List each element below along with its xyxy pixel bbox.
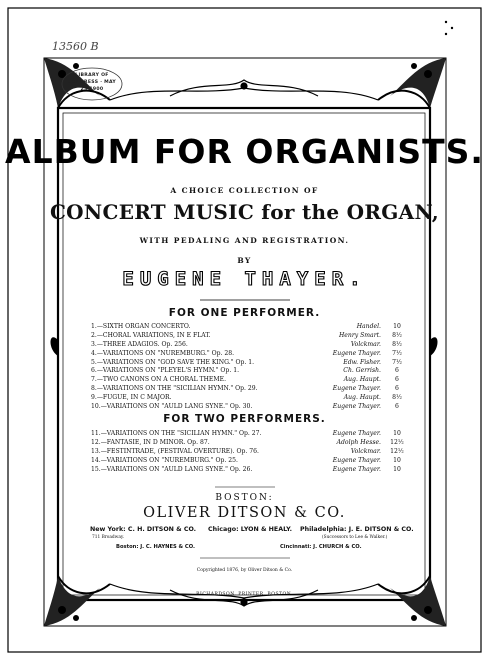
item-title: 5.—VARIATIONS ON "GOD SAVE THE KING." Op. 1. xyxy=(91,358,255,366)
item-composer: Adolph Hesse. xyxy=(336,438,381,446)
item-title: 3.—THREE ADAGIOS. Op. 256. xyxy=(91,340,188,348)
publisher-name: OLIVER DITSON & CO. xyxy=(143,505,346,521)
list-item xyxy=(91,430,407,439)
list-item xyxy=(91,457,407,466)
item-title: 10.—VARIATIONS ON "AULD LANG SYNE." Op. 30. xyxy=(91,403,253,411)
item-composer: Volckmar. xyxy=(350,447,381,455)
city-label: BOSTON: xyxy=(215,493,274,503)
item-price: 10 xyxy=(393,465,401,473)
item-price: 8½ xyxy=(392,331,402,339)
handwritten-note: 13560 B xyxy=(52,40,99,53)
agent-cincinnati: Cincinnati: J. CHURCH & CO. xyxy=(280,544,362,550)
list-item xyxy=(91,448,407,457)
item-composer: Handel. xyxy=(356,323,381,330)
item-title: 14.—VARIATIONS ON "NUREMBURG." Op. 25. xyxy=(91,456,238,464)
item-price: 10 xyxy=(393,323,401,330)
section-one-list xyxy=(91,323,407,412)
item-title: 13.—FESTINTRADE, (FESTIVAL OVERTURE). Op. 76. xyxy=(91,447,259,455)
agents-block xyxy=(90,526,420,556)
corner-ornament-top-right xyxy=(378,58,446,108)
list-item xyxy=(91,332,407,341)
list-item xyxy=(91,323,407,332)
item-composer: Eugene Thayer. xyxy=(332,385,381,393)
item-title: 2.—CHORAL VARIATIONS, IN E FLAT. xyxy=(91,331,211,339)
by-label: BY xyxy=(237,256,252,265)
agent-new-york-address: 711 Broadway. xyxy=(92,535,125,540)
item-price: 12½ xyxy=(390,438,404,446)
item-composer: Eugene Thayer. xyxy=(332,403,381,411)
printer-credit: RICHARDSON, PRINTER, BOSTON. xyxy=(196,592,293,597)
list-item xyxy=(91,394,407,403)
item-price: 10 xyxy=(393,430,401,437)
item-title: 4.—VARIATIONS ON "NUREMBURG." Op. 28. xyxy=(91,349,235,357)
album-title: ALBUM FOR ORGANISTS. xyxy=(5,132,484,171)
agent-philadelphia: Philadelphia: J. E. DITSON & CO. xyxy=(300,526,414,533)
list-item xyxy=(91,466,407,475)
item-title: 12.—FANTASIE, IN D MINOR. Op. 87. xyxy=(91,438,210,446)
section-two-list xyxy=(91,430,407,474)
subtitle-main: CONCERT MUSIC for the ORGAN, xyxy=(49,200,440,224)
item-title: 11.—VARIATIONS ON THE "SICILIAN HYMN." Op. 27. xyxy=(91,430,262,437)
item-price: 6 xyxy=(395,367,399,375)
item-title: 15.—VARIATIONS ON "AULD LANG SYNE." Op. 26. xyxy=(91,465,253,473)
item-composer: Eugene Thayer. xyxy=(332,465,381,473)
item-price: 8½ xyxy=(392,340,402,348)
list-item xyxy=(91,367,407,376)
item-price: 6 xyxy=(395,376,399,384)
item-composer: Aug. Haupt. xyxy=(343,394,381,402)
item-price: 6 xyxy=(395,403,399,411)
item-composer: Volckmar. xyxy=(350,340,381,348)
agent-philadelphia-note: (Successors to Lee & Walker.) xyxy=(322,535,388,540)
list-item xyxy=(91,439,407,448)
subtitle-bottom: WITH PEDALING AND REGISTRATION. xyxy=(139,236,350,245)
list-item xyxy=(91,376,407,385)
item-title: 6.—VARIATIONS ON "PLEYEL'S HYMN." Op. 1. xyxy=(91,367,240,375)
list-item xyxy=(91,385,407,394)
top-scroll-ornament xyxy=(110,80,378,100)
copyright-notice: Copyrighted 1876, by Oliver Ditson & Co. xyxy=(196,568,293,573)
list-item xyxy=(91,403,407,412)
item-composer: Aug. Haupt. xyxy=(343,376,381,384)
corner-marks xyxy=(445,21,453,35)
item-title: 1.—SIXTH ORGAN CONCERTO. xyxy=(91,323,191,330)
agent-chicago: Chicago: LYON & HEALY. xyxy=(208,526,293,533)
item-composer: Eugene Thayer. xyxy=(332,430,381,437)
item-title: 9.—FUGUE, IN C MAJOR. xyxy=(91,394,172,402)
item-price: 7½ xyxy=(392,358,402,366)
item-price: 8½ xyxy=(392,394,402,402)
list-item xyxy=(91,341,407,350)
item-composer: Edw. Fisher. xyxy=(343,358,381,366)
item-price: 7½ xyxy=(392,349,402,357)
item-price: 12½ xyxy=(390,447,404,455)
section-one-heading: FOR ONE PERFORMER. xyxy=(168,307,321,319)
agent-boston: Boston: J. C. HAYNES & CO. xyxy=(116,544,195,550)
item-title: 7.—TWO CANONS ON A CHORAL THEME. xyxy=(91,376,227,384)
item-title: 8.—VARIATIONS ON THE "SICILIAN HYMN." Op. 29. xyxy=(91,385,258,393)
list-item xyxy=(91,359,407,368)
section-two-heading: FOR TWO PERFORMERS. xyxy=(163,413,326,425)
item-composer: Henry Smart. xyxy=(338,331,381,339)
item-composer: Eugene Thayer. xyxy=(332,349,381,357)
list-item xyxy=(91,350,407,359)
author-name: EUGENE THAYER. xyxy=(122,268,367,290)
item-price: 6 xyxy=(395,385,399,393)
subtitle-top: A CHOICE COLLECTION OF xyxy=(170,186,319,195)
item-price: 10 xyxy=(393,456,401,464)
library-stamp-text: LIBRARY OF CONGRESS · MAY 23 1900 xyxy=(67,73,117,92)
agent-new-york: New York: C. H. DITSON & CO. xyxy=(90,526,197,533)
item-composer: Eugene Thayer. xyxy=(332,456,381,464)
item-composer: Ch. Gerrish. xyxy=(343,367,381,375)
